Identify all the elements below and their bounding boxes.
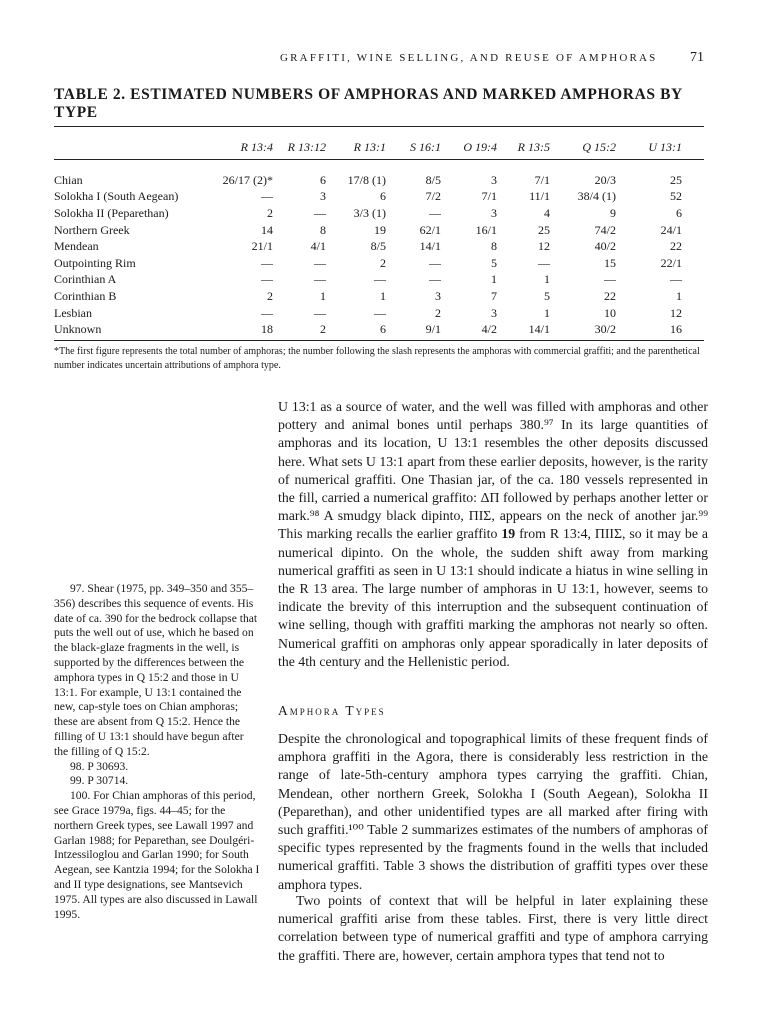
table-cell: 19 (374, 222, 386, 237)
table-cell: 62/1 (419, 222, 441, 237)
footnote: 100. For Chian amphoras of this period, see Grace 1979a, figs. 44–45; for the northern Greek types, see Lawall 1997 and Garlan 1988; for Peparethan, see Doulgéri-Intzessiloglou and Garlan 1990; for South Aegean, see Kantzia 1994; for the Solokha I and II type designations, see Mantsevich 1975. All types are also discussed in Lawall 1995. (54, 789, 260, 921)
table-cell: 5 (491, 255, 497, 270)
row-type-label: Lesbian (54, 305, 92, 320)
table-cell: 14 (261, 222, 273, 237)
table-cell: 5 (544, 288, 550, 303)
table-cell: — (538, 255, 550, 270)
table-cell: 1 (544, 305, 550, 320)
table-cell: — (314, 305, 326, 320)
table-cell: — (261, 189, 273, 204)
table-cell: 2 (267, 288, 273, 303)
body-paragraph: Two points of context that will be helpful in later explaining these numerical graffiti arise from these tables. First, there is very little direct correlation between type of numerical graffiti and type of amphora carrying the graffiti. There are, however, certain amphora types that tend not to (278, 893, 708, 963)
body-text-span: from R 13:4, ΠΙΙΣ, so it may be a numerical dipinto. On the whole, the sudden shift away from marking numerical graffiti as seen in U 13:1 should indicate a hiatus in wine selling in the R 13 area. The large number of amphoras in U 13:1, however, seems to indicate the brevity of this interruption and the subsequent continuation of wine selling, though with graffiti marking the amphoras not nearly so often. Numerical graffiti on amphoras only appear sporadically in later deposits of the 4th century and the Hellenistic period. (278, 526, 708, 669)
footnote: 99. P 30714. (70, 774, 129, 788)
table-cell: 8/5 (370, 239, 386, 254)
table-cell: 8 (491, 239, 497, 254)
table-cell: 12 (670, 305, 682, 320)
column-header-type (54, 134, 217, 160)
table-cell: — (604, 272, 616, 287)
footnote: 98. P 30693. (70, 759, 129, 773)
table-cell: — (374, 272, 386, 287)
table-cell: — (314, 255, 326, 270)
column-header: U 13:1 (648, 139, 682, 154)
table-cell: 3/3 (1) (353, 205, 386, 220)
table-cell: 1 (544, 272, 550, 287)
table-row (54, 238, 704, 255)
row-type-label: Solokha II (Peparethan) (54, 205, 169, 220)
table-cell: 4 (544, 205, 550, 220)
table-top-rule (54, 126, 704, 127)
table-row (54, 272, 704, 289)
table-cell: 7/1 (534, 172, 550, 187)
column-header: S 16:1 (410, 139, 441, 154)
table-cell: 1 (380, 288, 386, 303)
table-cell: 4/1 (310, 239, 326, 254)
table-cell: — (429, 272, 441, 287)
table-cell: 24/1 (660, 222, 682, 237)
table-cell: 25 (538, 222, 550, 237)
table-cell: — (314, 205, 326, 220)
table-cell: 8 (320, 222, 326, 237)
table-cell: 7/1 (481, 189, 497, 204)
row-type-label: Chian (54, 172, 83, 187)
table-cell: 9/1 (425, 322, 441, 337)
table-cell: 6 (380, 189, 386, 204)
table-cell: 3 (491, 305, 497, 320)
column-header: R 13:1 (353, 139, 386, 154)
table-cell: 6 (380, 322, 386, 337)
table-cell: 1 (676, 288, 682, 303)
table-header-row (54, 134, 704, 160)
table-row (54, 288, 704, 305)
table-cell: — (429, 255, 441, 270)
table-cell: 40/2 (594, 239, 616, 254)
table-cell: 30/2 (594, 322, 616, 337)
table-cell: 6 (320, 172, 326, 187)
row-type-label: Outpointing Rim (54, 255, 136, 270)
body-paragraph: Despite the chronological and topographical limits of these frequent finds of amphora graffiti in the Agora, there is considerably less restriction in the range of late-5th-century amphora types carrying the graffiti. Chian, Mendean, other northern Greek, Solokha I (South Aegean), Solokha II (Peparethan), and other unidentified types are all marked after firing with such graffiti.¹⁰⁰ Table 2 summarizes estimates of the numbers of amphoras of specific types represented by the fragments found in the wells that included numerical graffiti. Table 3 shows the distribution of graffiti types over these amphora types. (278, 731, 708, 892)
table-cell: 2 (435, 305, 441, 320)
table-row (54, 255, 704, 272)
table-cell: 20/3 (594, 172, 616, 187)
table-cell: 3 (435, 288, 441, 303)
table-cell: 3 (491, 205, 497, 220)
table-cell: — (429, 205, 441, 220)
table-cell: 52 (670, 189, 682, 204)
table-cell: 1 (491, 272, 497, 287)
table-cell: 26/17 (2)* (222, 172, 273, 187)
table-row (54, 305, 704, 322)
table-bottom-rule (54, 340, 704, 341)
body-text-span: U 13:1 as a source of water, and the well was filled with amphoras and other pottery and animal bones until perhaps 380.⁹⁷ In its large quantities of amphoras and its location, U 13:1 resembles the other deposits discussed here. What sets U 13:1 apart from these earlier deposits, however, is the rarity of numerical graffiti. One Thasian jar, of the ca. 180 vessels represented in the fill, carried a numerical graffito: ΔΠ followed by perhaps another letter or mark.⁹⁸ A smudgy black dipinto, ΠΙΣ, appears on the neck of another jar.⁹⁹ This marking recalls the earlier graffito (278, 399, 708, 542)
table-cell: 9 (610, 205, 616, 220)
page-number: 71 (690, 50, 704, 65)
table-cell: 22/1 (660, 255, 682, 270)
row-type-label: Northern Greek (54, 222, 130, 237)
column-header: R 13:12 (287, 139, 326, 154)
table-cell: — (261, 272, 273, 287)
running-head: GRAFFITI, WINE SELLING, AND REUSE OF AMPHORAS (280, 52, 658, 64)
table-cell: 4/2 (481, 322, 497, 337)
table-cell: 2 (380, 255, 386, 270)
table-cell: 18 (261, 322, 273, 337)
table-cell: — (261, 305, 273, 320)
table-cell: 21/1 (251, 239, 273, 254)
table-cell: 11/1 (529, 189, 550, 204)
table-cell: 2 (267, 205, 273, 220)
table-cell: 12 (538, 239, 550, 254)
table-cell: 15 (604, 255, 616, 270)
table-cell: — (314, 272, 326, 287)
column-header: O 19:4 (463, 139, 497, 154)
table-cell: 7 (491, 288, 497, 303)
footnote: 97. Shear (1975, pp. 349–350 and 355–356) describes this sequence of events. His date of ca. 390 for the bedrock collapse that puts the well out of use, which he based on the black-glaze fragments in the well, is supported by the differences between the amphora types in Q 15:2 and those in U 13:1. For example, U 13:1 contained the new, cap-style toes on Chian amphoras; these are absent from Q 15:2. Hence the filling of U 13:1 should have begun after the filling of Q 15:2. (54, 582, 258, 758)
table-cell: 25 (670, 172, 682, 187)
body-paragraph (278, 398, 708, 671)
amphora-table (54, 134, 704, 338)
row-type-label: Corinthian A (54, 272, 117, 287)
table-cell: 3 (320, 189, 326, 204)
row-type-label: Corinthian B (54, 288, 117, 303)
column-header: R 13:5 (517, 139, 550, 154)
table-cell: 7/2 (425, 189, 441, 204)
graffito-number: 19 (501, 526, 516, 542)
table-title: TABLE 2. ESTIMATED NUMBERS OF AMPHORAS AND MARKED AMPHORAS BY TYPE (54, 86, 683, 121)
row-type-label: Unknown (54, 322, 102, 337)
table-cell: — (261, 255, 273, 270)
column-header: R 13:4 (240, 139, 273, 154)
table-cell: 2 (320, 322, 326, 337)
table-cell: 16 (670, 322, 682, 337)
table-cell: 22 (604, 288, 616, 303)
table-cell: 74/2 (594, 222, 616, 237)
section-heading: Amphora Types (278, 703, 386, 718)
table-row (54, 321, 704, 338)
column-header: Q 15:2 (582, 139, 616, 154)
table-row (54, 189, 704, 206)
table-cell: — (670, 272, 682, 287)
table-cell: — (374, 305, 386, 320)
table-cell: 6 (676, 205, 682, 220)
row-type-label: Solokha I (South Aegean) (54, 189, 179, 204)
footnotes (54, 582, 260, 922)
table-cell: 16/1 (475, 222, 497, 237)
table-cell: 10 (604, 305, 616, 320)
table-cell: 14/1 (528, 322, 550, 337)
table-row (54, 172, 704, 189)
table-cell: 3 (491, 172, 497, 187)
table-cell: 38/4 (1) (577, 189, 616, 204)
table-row (54, 222, 704, 239)
table-cell: 1 (320, 288, 326, 303)
table-cell: 22 (670, 239, 682, 254)
table-row (54, 205, 704, 222)
table-cell: 8/5 (425, 172, 441, 187)
table-note: *The first figure represents the total number of amphoras; the number following the slash represents the amphoras with commercial graffiti; and the parenthetical number indicates uncertain attributions of amphora type. (54, 346, 700, 371)
table-cell: 14/1 (419, 239, 441, 254)
row-type-label: Mendean (54, 239, 99, 254)
table-cell: 17/8 (1) (347, 172, 386, 187)
